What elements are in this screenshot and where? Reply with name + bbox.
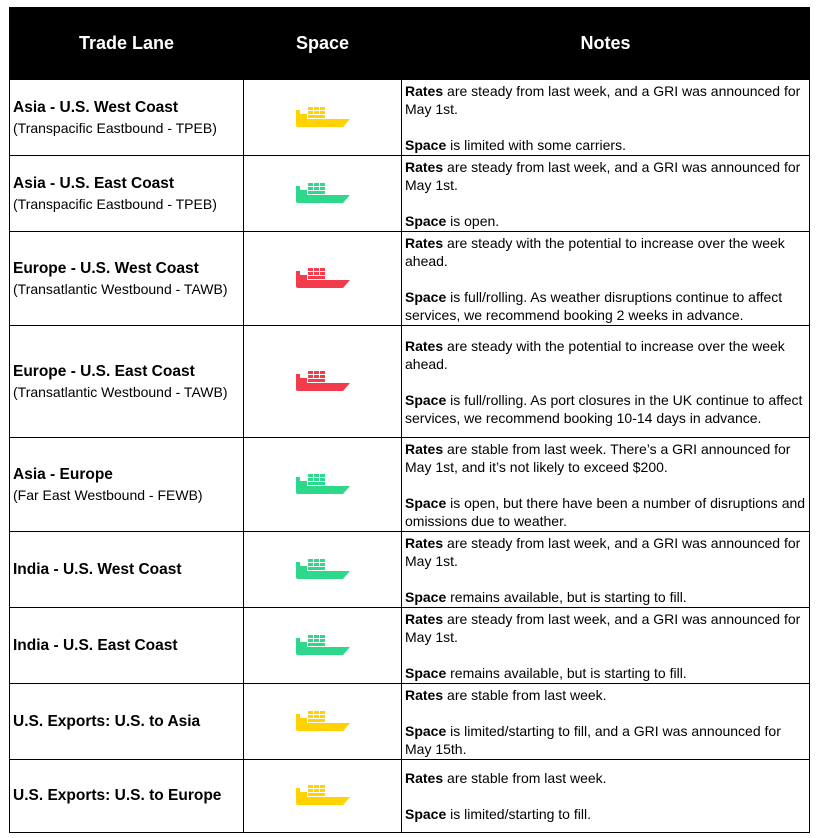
space-cell xyxy=(244,232,402,326)
notes-cell xyxy=(402,80,810,156)
trade-lane-cell xyxy=(10,532,244,608)
lane-name: Asia - Europe xyxy=(13,465,113,483)
rates-note: Rates are steady with the potential to increase over the week ahead. xyxy=(405,337,785,372)
lane-name: Asia - U.S. West Coast xyxy=(13,98,179,116)
trade-lane-cell xyxy=(10,232,244,326)
rates-note: Rates are stable from last week. xyxy=(405,770,607,786)
cargo-ship-icon xyxy=(295,180,351,204)
notes-cell xyxy=(402,532,810,608)
space-note: Space is limited/starting to fill. xyxy=(405,806,591,822)
space-cell xyxy=(244,532,402,608)
rates-note: Rates are steady with the potential to increase over the week ahead. xyxy=(405,234,785,269)
table-row xyxy=(10,80,810,156)
notes-cell xyxy=(402,438,810,532)
table-row xyxy=(10,326,810,438)
table-row xyxy=(10,232,810,326)
table-row xyxy=(10,156,810,232)
table-row xyxy=(10,532,810,608)
trade-lane-cell xyxy=(10,760,244,833)
notes-cell xyxy=(402,608,810,684)
space-note: Space is open. xyxy=(405,212,500,229)
lane-route-code: (Far East Westbound - FEWB) xyxy=(13,486,203,503)
lane-name: Europe - U.S. East Coast xyxy=(13,362,195,380)
lane-name: India - U.S. East Coast xyxy=(13,636,178,654)
trade-lane-cell xyxy=(10,438,244,532)
space-note: Space is limited with some carriers. xyxy=(405,136,626,153)
header-trade-lane: Trade Lane xyxy=(10,7,244,80)
space-cell xyxy=(244,438,402,532)
trade-lane-cell xyxy=(10,326,244,438)
trade-lane-cell xyxy=(10,156,244,232)
cargo-ship-icon xyxy=(295,368,351,392)
notes-cell xyxy=(402,232,810,326)
rates-note: Rates are stable from last week. xyxy=(405,686,607,703)
space-cell xyxy=(244,326,402,438)
space-cell xyxy=(244,760,402,833)
notes-cell xyxy=(402,760,810,833)
trade-lane-cell xyxy=(10,684,244,760)
notes-cell xyxy=(402,156,810,232)
rates-note: Rates are steady from last week, and a GRI was announced for May 1st. xyxy=(405,610,801,645)
rates-note: Rates are steady from last week, and a GRI was announced for May 1st. xyxy=(405,158,801,193)
space-note: Space is full/rolling. As weather disruptions continue to affect services, we recommend booking 2 weeks in advance. xyxy=(405,288,783,323)
header-notes: Notes xyxy=(402,7,810,80)
lane-name: Asia - U.S. East Coast xyxy=(13,174,175,192)
cargo-ship-icon xyxy=(295,471,351,495)
cargo-ship-icon xyxy=(295,632,351,656)
header-row xyxy=(10,7,810,80)
space-cell xyxy=(244,156,402,232)
lane-route-code: (Transatlantic Westbound - TAWB) xyxy=(13,383,228,400)
space-cell xyxy=(244,608,402,684)
header-space: Space xyxy=(244,7,402,80)
table-row xyxy=(10,438,810,532)
lane-route-code: (Transpacific Eastbound - TPEB) xyxy=(13,119,217,136)
space-note: Space is limited/starting to fill, and a GRI was announced for May 15th. xyxy=(405,722,781,757)
space-cell xyxy=(244,80,402,156)
space-note: Space remains available, but is starting to fill. xyxy=(405,588,687,605)
trade-lane-cell xyxy=(10,80,244,156)
table-row xyxy=(10,760,810,833)
lane-name: Europe - U.S. West Coast xyxy=(13,259,199,277)
lane-name: U.S. Exports: U.S. to Asia xyxy=(13,712,201,730)
notes-cell xyxy=(402,326,810,438)
space-cell xyxy=(244,684,402,760)
space-note: Space remains available, but is starting to fill. xyxy=(405,664,687,681)
rates-note: Rates are steady from last week, and a GRI was announced for May 1st. xyxy=(405,82,801,117)
lane-name: U.S. Exports: U.S. to Europe xyxy=(13,787,222,804)
cargo-ship-icon xyxy=(295,104,351,128)
lane-route-code: (Transatlantic Westbound - TAWB) xyxy=(13,280,228,297)
rates-note: Rates are steady from last week, and a GRI was announced for May 1st. xyxy=(405,534,801,569)
cargo-ship-icon xyxy=(295,708,351,732)
cargo-ship-icon xyxy=(295,265,351,289)
rates-note: Rates are stable from last week. There’s a GRI announced for May 1st, and it’s not likely to exceed $200. xyxy=(405,440,791,475)
notes-cell xyxy=(402,684,810,760)
table-row xyxy=(10,684,810,760)
cargo-ship-icon xyxy=(295,556,351,580)
table-row xyxy=(10,608,810,684)
space-note: Space is open, but there have been a number of disruptions and omissions due to weather. xyxy=(405,494,806,529)
trade-lane-cell xyxy=(10,608,244,684)
lane-name: India - U.S. West Coast xyxy=(13,560,182,578)
lane-route-code: (Transpacific Eastbound - TPEB) xyxy=(13,195,217,212)
cargo-ship-icon xyxy=(295,782,351,806)
space-note: Space is full/rolling. As port closures in the UK continue to affect services, we recommend booking 10-14 days in advance. xyxy=(405,391,803,426)
trade-lane-table xyxy=(9,7,810,833)
